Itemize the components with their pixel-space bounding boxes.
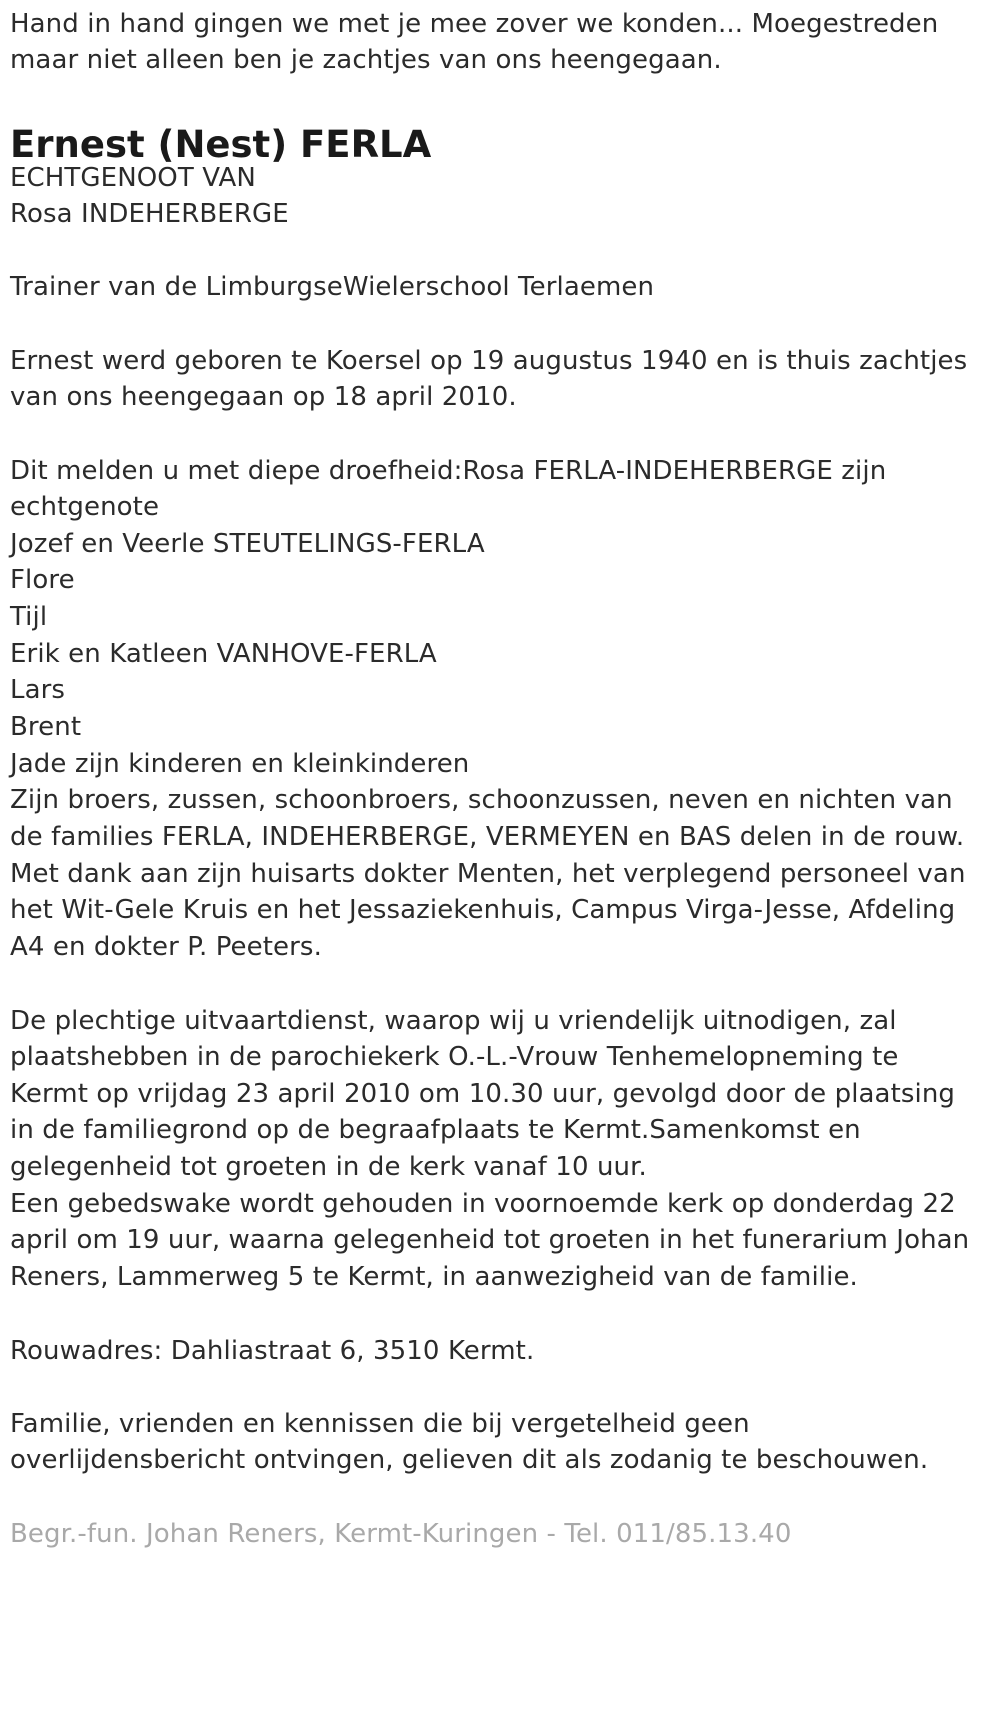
announce-line: Met dank aan zijn huisarts dokter Menten, het verplegend personeel van: [10, 859, 966, 889]
funeral-home-footer: Begr.-fun. Johan Reners, Kermt-Kuringen - Tel. 011/85.13.40: [10, 1519, 792, 1549]
service-line: in de familiegrond op de begraafplaats te Kermt.Samenkomst en: [10, 1115, 861, 1145]
intro-line: maar niet alleen ben je zachtjes van ons heengegaan.: [10, 45, 722, 75]
intro-line: Hand in hand gingen we met je mee zover we konden... Moegestreden: [10, 9, 939, 39]
announce-line: Brent: [10, 712, 82, 742]
role-text: Trainer van de LimburgseWielerschool Terlaemen: [10, 272, 655, 302]
deceased-name: Ernest (Nest) FERLA: [10, 123, 432, 166]
service-line: Een gebedswake wordt gehouden in voornoemde kerk op donderdag 22: [10, 1189, 956, 1219]
announce-line: Flore: [10, 565, 75, 595]
spouse-label: ECHTGENOOT VAN: [10, 163, 256, 193]
announce-line: Dit melden u met diepe droefheid:Rosa FERLA-INDEHERBERGE zijn: [10, 456, 887, 486]
announce-line: Tijl: [10, 602, 48, 632]
announce-line: Jade zijn kinderen en kleinkinderen: [10, 749, 470, 779]
announce-line: Jozef en Veerle STEUTELINGS-FERLA: [10, 529, 485, 559]
birth-line: Ernest werd geboren te Koersel op 19 augustus 1940 en is thuis zachtjes: [10, 346, 968, 376]
mourning-address: Rouwadres: Dahliastraat 6, 3510 Kermt.: [10, 1336, 535, 1366]
announce-line: het Wit-Gele Kruis en het Jessaziekenhuis, Campus Virga-Jesse, Afdeling: [10, 895, 956, 925]
service-line: Reners, Lammerweg 5 te Kermt, in aanwezigheid van de familie.: [10, 1262, 858, 1292]
announce-line: echtgenote: [10, 492, 160, 522]
announce-line: Zijn broers, zussen, schoonbroers, schoonzussen, neven en nichten van: [10, 785, 953, 815]
announce-line: Lars: [10, 675, 66, 705]
service-line: Kermt op vrijdag 23 april 2010 om 10.30 uur, gevolgd door de plaatsing: [10, 1079, 956, 1109]
service-line: april om 19 uur, waarna gelegenheid tot groeten in het funerarium Johan: [10, 1225, 970, 1255]
birth-line: van ons heengegaan op 18 april 2010.: [10, 382, 517, 412]
announce-line: A4 en dokter P. Peeters.: [10, 932, 322, 962]
announce-line: Erik en Katleen VANHOVE-FERLA: [10, 639, 437, 669]
service-line: plaatshebben in de parochiekerk O.-L.-Vrouw Tenhemelopneming te: [10, 1042, 899, 1072]
closing-line: Familie, vrienden en kennissen die bij vergetelheid geen: [10, 1409, 750, 1439]
service-line: gelegenheid tot groeten in de kerk vanaf 10 uur.: [10, 1152, 647, 1182]
announce-line: de families FERLA, INDEHERBERGE, VERMEYEN en BAS delen in de rouw.: [10, 822, 965, 852]
service-line: De plechtige uitvaartdienst, waarop wij u vriendelijk uitnodigen, zal: [10, 1006, 897, 1036]
spouse-name: Rosa INDEHERBERGE: [10, 199, 289, 229]
closing-line: overlijdensbericht ontvingen, gelieven dit als zodanig te beschouwen.: [10, 1445, 929, 1475]
